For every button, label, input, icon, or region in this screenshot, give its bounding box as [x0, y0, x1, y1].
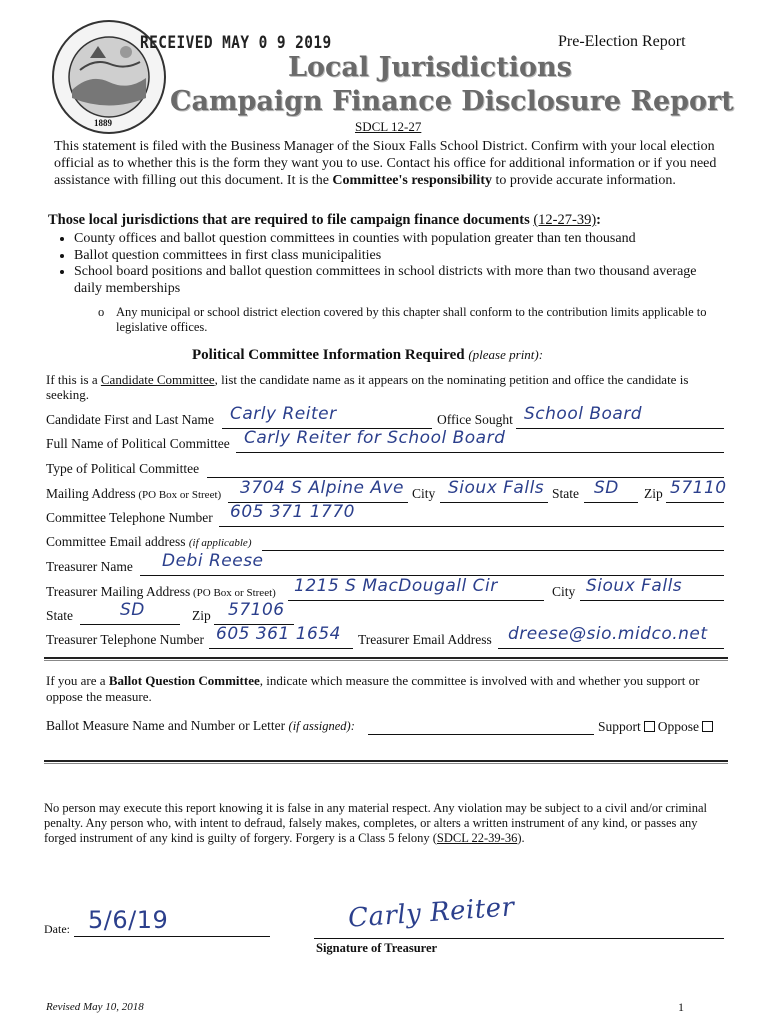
- mailing-label: [46, 486, 221, 502]
- legal-notice: [44, 801, 724, 846]
- section-divider: [44, 657, 728, 661]
- candidate-label: Candidate First and Last Name: [46, 412, 214, 427]
- candidate-note-post: , list the candidate name as it appears on the nominating petition and office the candidate is seeking.: [46, 372, 689, 402]
- email-label: [46, 534, 251, 550]
- committee-type-field[interactable]: [207, 461, 724, 478]
- circle-bullet-icon: o: [98, 305, 105, 319]
- ballot-measure-label-sub: (if assigned):: [288, 719, 355, 733]
- list-item: • Ballot question committees in first class municipalities: [74, 248, 708, 265]
- candidate-note-pre: If this is a: [46, 372, 101, 387]
- section-heading-text: Political Committee Information Required: [192, 347, 465, 363]
- t-city-label: City: [552, 584, 576, 599]
- state-value: SD: [594, 478, 619, 498]
- support-label: Support: [598, 719, 641, 734]
- treasurer-email-value: dreese@sio.midco.net: [508, 624, 708, 644]
- t-mailing-label: [46, 584, 276, 600]
- phone-label: Committee Telephone Number: [46, 510, 213, 525]
- committee-email-field[interactable]: [262, 534, 724, 551]
- email-label-sub: (if applicable): [188, 537, 252, 549]
- intro-tail: to provide accurate information.: [492, 173, 676, 188]
- treasurer-zip-value: 57106: [228, 600, 285, 620]
- date-label: Date:: [44, 922, 70, 936]
- t-mailing-label-text: Treasurer Mailing Address: [46, 584, 191, 599]
- sdcl-code: SDCL 12-27: [355, 119, 422, 134]
- committee-label: Full Name of Political Committee: [46, 436, 230, 451]
- report-type: Pre-Election Report: [558, 33, 686, 50]
- office-label: Office Sought: [437, 412, 513, 427]
- zip-value: 57110: [670, 478, 727, 498]
- page-number: 1: [678, 1000, 684, 1014]
- section-divider: [44, 760, 728, 764]
- t-zip-label: Zip: [192, 608, 211, 623]
- intro-paragraph: [54, 138, 724, 189]
- t-email-label: Treasurer Email Address: [358, 632, 492, 647]
- zip-label: Zip: [644, 486, 663, 501]
- list-item: • County offices and ballot question committees in counties with population greater than ten thousand: [74, 231, 708, 248]
- title-line-2: Campaign Finance Disclosure Report: [170, 86, 734, 117]
- ballot-intro-post: , indicate which measure the committee is involved with and whether you support or oppose the measure.: [46, 673, 700, 704]
- revised-date: Revised May 10, 2018: [46, 1001, 144, 1013]
- email-label-text: Committee Email address: [46, 534, 189, 549]
- oppose-label: Oppose: [657, 719, 700, 734]
- jurisdictions-colon: :: [596, 212, 602, 228]
- intro-text: This statement is filed with the Business Manager of the Sioux Falls School District. Confirm with your local election official as to whether this is the form they want you to use. Contact his office for additional information or if you need assistance with filling out this document. It is the: [54, 139, 717, 188]
- jurisdictions-sub-item: [98, 305, 724, 335]
- section-heading: [192, 347, 543, 364]
- treasurer-label: Treasurer Name: [46, 559, 133, 574]
- treasurer-state-value: SD: [120, 600, 145, 620]
- mailing-label-text: Mailing Address: [46, 486, 136, 501]
- jurisdictions-code-link[interactable]: (12-27-39): [533, 212, 597, 228]
- ballot-intro: [46, 673, 706, 705]
- committee-name-value: Carly Reiter for School Board: [244, 428, 506, 448]
- date-value: 5/6/19: [88, 906, 169, 934]
- signature-value: Carly Reiter: [347, 892, 516, 934]
- jurisdictions-heading: [48, 212, 601, 229]
- ballot-measure-field[interactable]: [368, 718, 594, 735]
- signature-label: Signature of Treasurer: [316, 941, 438, 955]
- support-option[interactable]: [598, 719, 716, 735]
- ballot-intro-pre: If you are a: [46, 673, 109, 688]
- committee-phone-value: 605 371 1770: [230, 502, 355, 522]
- sub-item-text: Any municipal or school district election covered by this chapter shall conform to the contribution limits applicable to legislative offices.: [116, 305, 707, 334]
- state-label: State: [552, 486, 579, 501]
- mailing-label-sub: (PO Box or Street): [135, 489, 222, 501]
- intro-bold: Committee's responsibility: [332, 173, 492, 188]
- seal-year: 1889: [94, 118, 112, 128]
- sdcl-forgery-link[interactable]: SDCL 22-39-36: [436, 831, 518, 845]
- city-value: Sioux Falls: [448, 478, 545, 498]
- treasurer-city-value: Sioux Falls: [586, 576, 683, 596]
- type-label: Type of Political Committee: [46, 461, 200, 476]
- legal-tail: ).: [517, 831, 525, 845]
- mailing-address-value: 3704 S Alpine Ave: [240, 478, 405, 498]
- ballot-intro-bold: Ballot Question Committee: [108, 673, 260, 688]
- jurisdictions-heading-text: Those local jurisdictions that are required to file campaign finance documents: [48, 212, 534, 228]
- candidate-committee-link[interactable]: Candidate Committee: [100, 372, 215, 387]
- city-label: City: [412, 486, 436, 501]
- treasurer-mailing-value: 1215 S MacDougall Cir: [294, 576, 498, 596]
- candidate-name-value: Carly Reiter: [230, 404, 337, 424]
- candidate-note: [46, 372, 726, 402]
- section-heading-note: (please print):: [468, 347, 544, 362]
- ballot-measure-label: [46, 718, 355, 734]
- t-phone-label: Treasurer Telephone Number: [46, 632, 205, 647]
- support-checkbox[interactable]: [644, 721, 655, 732]
- jurisdictions-list: [48, 231, 708, 297]
- t-state-label: State: [46, 608, 73, 623]
- treasurer-name-value: Debi Reese: [162, 551, 264, 571]
- office-sought-value: School Board: [524, 404, 643, 424]
- title-line-1: Local Jurisdictions: [288, 52, 572, 83]
- ballot-measure-label-text: Ballot Measure Name and Number or Letter: [46, 718, 289, 733]
- treasurer-phone-value: 605 361 1654: [216, 624, 341, 644]
- oppose-checkbox[interactable]: [702, 721, 713, 732]
- received-stamp: RECEIVED MAY 0 9 2019: [140, 33, 332, 53]
- t-mailing-label-sub: (PO Box or Street): [190, 587, 276, 599]
- list-item: • School board positions and ballot question committees in school districts with more than two thousand average daily memberships: [74, 264, 708, 297]
- legal-text: No person may execute this report knowing it is false in any material respect. Any violation may be subject to a civil and/or criminal penalty. Any person who, with intent to defraud, falsely makes, completes, or alters a written instrument of any kind, or passes any forged instrument of any kind is guilty of forgery. Forgery is a Class 5 felony (: [44, 801, 708, 845]
